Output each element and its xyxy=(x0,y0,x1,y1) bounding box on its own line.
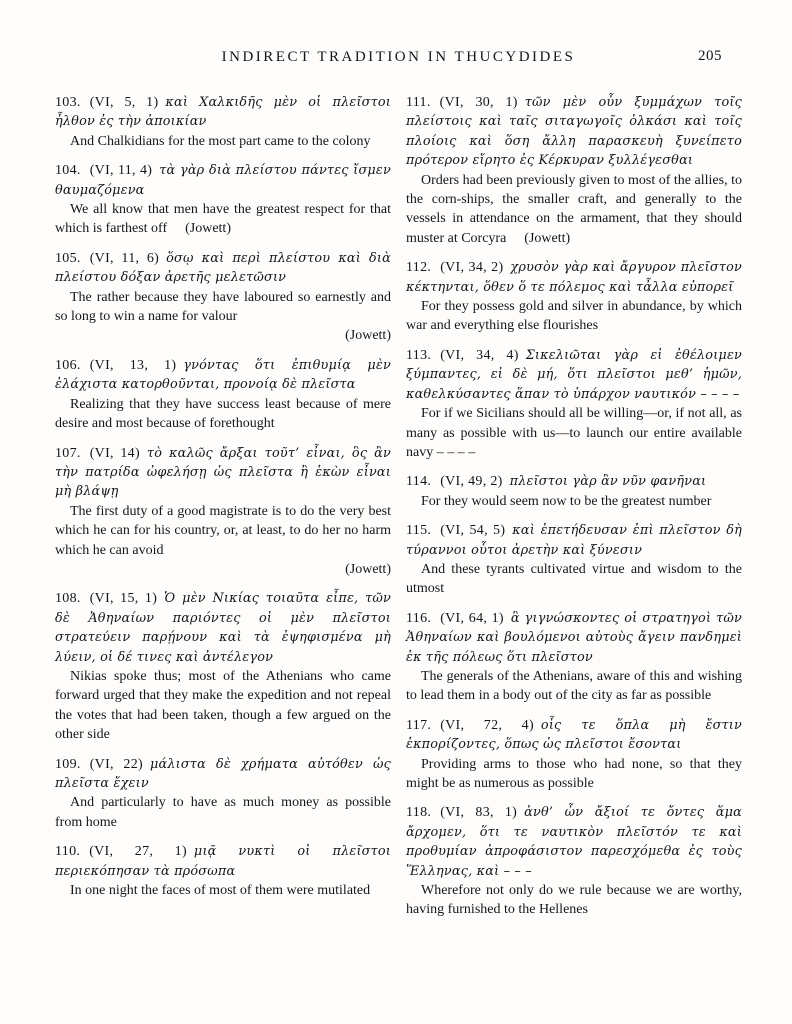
quote-number: 109. xyxy=(55,756,81,772)
translation-paragraph xyxy=(55,288,391,327)
quote-number: 106. xyxy=(55,357,81,373)
greek-text: καὶ ἐπετήδευσαν ἐπὶ πλεῖστον δὴ τύραννοι οὗτοι ἀρετὴν καὶ ξύνεσιν xyxy=(406,523,742,558)
quote-number: 108. xyxy=(55,591,81,607)
quote-head xyxy=(55,444,391,502)
translator-attribution: (Jowett) xyxy=(185,221,231,237)
quote-entry xyxy=(406,258,742,336)
greek-text: οἷς τε ὅπλα μὴ ἔστιν ἐκπορίζοντες, ὅπως ὡς πλεῖστοι ἔσονται xyxy=(406,717,743,753)
translation-text: And particularly to have as much money as possible from home xyxy=(55,795,391,830)
translation-paragraph xyxy=(55,200,391,239)
translation-text: Wherefore not only do we rule because we are worthy, having furnished to the Hellenes xyxy=(406,883,742,918)
quote-entry xyxy=(406,803,742,919)
translation-paragraph xyxy=(406,755,742,794)
greek-text: Ὁ μὲν Νικίας τοιαῦτα εἶπε, τῶν δὲ Ἀθηναίων παριόντες οἱ μὲν πλεῖστοι στρατεύειν παρῄνουν καὶ τὰ ἐψηφισμένα μὴ λύειν, οἱ δέ τινες καὶ ἀντέλεγον xyxy=(55,591,391,665)
quote-number: 111. xyxy=(406,95,431,110)
translation-text: We all know that men have the greatest respect for that which is farthest off xyxy=(55,202,391,237)
quote-head xyxy=(406,258,742,297)
citation-reference: (VI, 49, 2) xyxy=(440,474,503,490)
citation-reference: (VI, 11, 6) xyxy=(89,250,160,266)
quote-head xyxy=(406,93,742,171)
citation-reference: (VI, 14) xyxy=(89,445,140,461)
translation-text: The rather because they have laboured so earnestly and so long to win a name for valour xyxy=(55,289,391,325)
quote-number: 115. xyxy=(406,523,432,539)
citation-reference: (VI, 72, 4) xyxy=(440,717,534,733)
translation-paragraph xyxy=(55,395,391,434)
translation-text: Nikias spoke thus; most of the Athenians who came forward urged that they make the expedition and not repeal the votes that had been taken, though a few argued on the other side xyxy=(55,668,391,743)
quote-entry xyxy=(406,93,742,248)
quote-head xyxy=(55,755,391,794)
citation-reference: (VI, 15, 1) xyxy=(89,591,158,607)
translation-text: And these tyrants cultivated virtue and wisdom to the utmost xyxy=(406,561,742,597)
quote-entry xyxy=(406,521,742,599)
translation-paragraph xyxy=(406,171,742,249)
translation-paragraph xyxy=(55,502,391,560)
quote-entry xyxy=(406,716,742,794)
quote-head xyxy=(55,249,391,288)
translation-text: Realizing that they have success least because of mere desire and most because of forethought xyxy=(55,396,391,432)
citation-reference: (VI, 34, 2) xyxy=(440,260,504,276)
quote-number: 118. xyxy=(406,805,432,821)
translation-paragraph xyxy=(55,793,391,832)
translation-paragraph xyxy=(406,881,742,920)
quote-head xyxy=(406,346,742,404)
greek-text: ἃ γιγνώσκοντες οἱ στρατηγοὶ τῶν Ἀθηναίων καὶ βουλόμενοι αὐτοὺς ἄγειν πανδημεὶ ἐκ τῆς πόλεως ὅτι πλεῖστον xyxy=(406,610,742,665)
citation-reference: (VI, 27, 1) xyxy=(89,844,187,860)
translation-text: The generals of the Athenians, aware of this and wishing to lead them in a body out of the city as far as possible xyxy=(406,668,742,704)
citation-reference: (VI, 11, 4) xyxy=(89,163,153,179)
quote-number: 116. xyxy=(406,610,432,626)
quote-head xyxy=(55,842,391,881)
quote-entry xyxy=(406,609,742,706)
quote-entry xyxy=(406,472,742,511)
page-title: INDIRECT TRADITION IN THUCYDIDES xyxy=(221,49,576,65)
greek-text: καὶ Χαλκιδῆς μὲν οἱ πλεῖστοι ἦλθον ἐς τὴν ἀποικίαν xyxy=(55,95,391,130)
translation-paragraph xyxy=(406,667,742,706)
translation-text: For they possess gold and silver in abundance, by which war and everything else flourishes xyxy=(406,299,742,334)
translation-paragraph xyxy=(406,492,742,511)
translation-paragraph xyxy=(55,667,391,745)
quote-entry xyxy=(406,346,742,462)
greek-text: χρυσὸν γὰρ καὶ ἄργυρον πλεῖστον κέκτηνται, ὅθεν ὅ τε πόλεμος καὶ τἆλλα εὐπορεῖ xyxy=(406,260,742,295)
translation-text: For if we Sicilians should all be willing—or, if not all, as many as possible with us—to launch our entire available navy – – – – xyxy=(406,406,742,460)
citation-reference: (VI, 13, 1) xyxy=(89,357,177,373)
quote-entry xyxy=(55,755,391,833)
translation-text: The first duty of a good magistrate is to do the very best which he can for his country, or, at least, to do her no harm which he can avoid xyxy=(55,503,391,558)
greek-text: Σικελιῶται γὰρ εἰ ἐθέλοιμεν ξύμπαντες, εἰ δὲ μή, ὅτι πλεῖστοι μεθ’ ἡμῶν, καθελκύσαντες ἅπαν τὸ ὑπάρχον ναυτικόν – – – – xyxy=(406,347,742,402)
right-column xyxy=(406,93,742,930)
greek-text: μάλιστα δὲ χρήματα αὐτόθεν ὡς πλεῖστα ἔχειν xyxy=(55,756,391,791)
two-column-body xyxy=(55,93,742,930)
citation-reference: (VI, 5, 1) xyxy=(89,95,159,110)
quote-entry xyxy=(55,589,391,744)
quote-entry xyxy=(55,842,391,900)
citation-reference: (VI, 30, 1) xyxy=(439,95,518,110)
quote-number: 107. xyxy=(55,445,81,461)
quote-number: 110. xyxy=(55,844,81,860)
translation-text: For they would seem now to be the greatest number xyxy=(421,493,712,509)
quote-number: 114. xyxy=(406,474,432,490)
greek-text: τῶν μὲν οὖν ξυμμάχων τοῖς πλείστοις καὶ ταῖς σιταγωγοῖς ὁλκάσι καὶ τοῖς πλοίοις καὶ ὅση ἄλλη παρασκευὴ ξυνείπετο πρότερον εἴρητο ἐς Κέρκυραν ξυλλέγεσθαι xyxy=(406,95,742,169)
citation-reference: (VI, 22) xyxy=(89,756,143,772)
quote-entry xyxy=(55,444,391,580)
quote-entry xyxy=(55,356,391,434)
page-number: 205 xyxy=(698,48,722,64)
quote-number: 104. xyxy=(55,163,81,179)
greek-text: μιᾷ νυκτὶ οἱ πλεῖστοι περιεκόπησαν τὰ πρόσωπα xyxy=(55,844,392,879)
quote-number: 112. xyxy=(406,260,432,276)
quote-number: 113. xyxy=(406,347,432,363)
translation-paragraph xyxy=(406,404,742,462)
translator-attribution: (Jowett) xyxy=(345,561,391,577)
citation-reference: (VI, 54, 5) xyxy=(440,523,506,539)
translation-text: Orders had been previously given to most of the allies, to the corn-ships, the smaller craft, and generally to the vessels in attendance on the armament, that they should muster at Corcyra xyxy=(406,172,742,246)
quote-head xyxy=(55,93,391,132)
translation-paragraph xyxy=(55,132,391,151)
quote-number: 117. xyxy=(406,717,432,733)
quote-head xyxy=(406,803,742,881)
greek-text: ἀνθ’ ὧν ἄξιοί τε ὄντες ἅμα ἄρχομεν, ὅτι τε ναυτικὸν πλεῖστόν τε καὶ προθυμίαν ἀπροφάσιστον παρεσχόμεθα ἐς τοὺς Ἕλληνας, καὶ – – – xyxy=(406,805,742,879)
citation-reference: (VI, 83, 1) xyxy=(440,805,518,821)
quote-number: 103. xyxy=(55,95,81,110)
citation-reference: (VI, 64, 1) xyxy=(440,610,504,626)
greek-text: τὰ γὰρ διὰ πλείστου πάντες ἴσμεν θαυμαζόμενα xyxy=(55,163,391,198)
quote-entry xyxy=(55,249,391,346)
quote-head xyxy=(55,589,391,667)
translation-paragraph xyxy=(406,560,742,599)
quote-head xyxy=(55,161,391,200)
quote-head xyxy=(406,521,742,560)
translation-text: Providing arms to those who had none, so that they might be as numerous as possible xyxy=(406,756,742,791)
translation-text: And Chalkidians for the most part came to the colony xyxy=(70,133,371,149)
translation-paragraph xyxy=(55,881,391,900)
quote-entry xyxy=(55,161,391,239)
quote-head xyxy=(406,472,742,491)
quote-head xyxy=(406,716,742,755)
quote-entry xyxy=(55,93,391,151)
translation-text: In one night the faces of most of them were mutilated xyxy=(70,883,371,899)
quote-head xyxy=(406,609,742,667)
translation-paragraph xyxy=(406,297,742,336)
greek-text: τὸ καλῶς ἄρξαι τοῦτ’ εἶναι, ὃς ἂν τὴν πατρίδα ὠφελήσῃ ὡς πλεῖστα ἢ ἑκὼν εἶναι μὴ βλάψῃ xyxy=(55,445,391,500)
quote-number: 105. xyxy=(55,250,81,266)
left-column xyxy=(55,93,391,930)
page-header xyxy=(55,48,742,68)
greek-text: γνόντας ὅτι ἐπιθυμίᾳ μὲν ἐλάχιστα κατορθοῦνται, προνοίᾳ δὲ πλεῖστα xyxy=(55,357,391,393)
translator-attribution: (Jowett) xyxy=(524,230,571,246)
greek-text: ὅσῳ καὶ περὶ πλείστου καὶ διὰ πλείστου δόξαν ἀρετῆς μελετῶσιν xyxy=(55,250,391,286)
citation-reference: (VI, 34, 4) xyxy=(440,347,519,363)
greek-text: πλεῖστοι γὰρ ἂν νῦν φανῆναι xyxy=(509,474,707,490)
translator-attribution: (Jowett) xyxy=(345,328,391,344)
quote-head xyxy=(55,356,391,395)
